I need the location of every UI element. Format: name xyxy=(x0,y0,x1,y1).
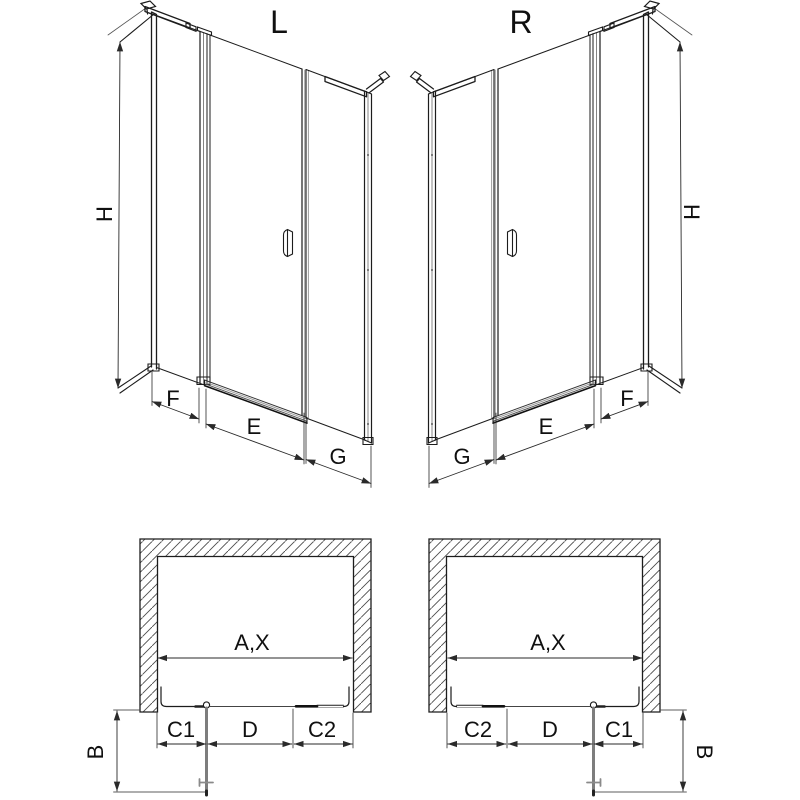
dim-c2-label-left: C2 xyxy=(307,717,337,742)
plan-view-left xyxy=(114,539,372,795)
plan-right-wall-shape xyxy=(429,539,660,712)
plan-view-right xyxy=(429,539,687,795)
dim-e-label-left: E xyxy=(246,414,262,439)
dim-h-label-right: H xyxy=(679,204,704,220)
dim-ax-label-right: A,X xyxy=(530,630,566,655)
dim-h-label-left: H xyxy=(92,206,117,222)
dim-g-label-right: G xyxy=(453,444,471,469)
dim-e-label-right: E xyxy=(538,414,554,439)
dim-g-label-left: G xyxy=(329,444,347,469)
dim-b-label-right: B xyxy=(692,744,717,760)
dim-c1-label-right: C1 xyxy=(604,717,634,742)
dim-c1-label-left: C1 xyxy=(166,717,196,742)
plan-left-wall-shape xyxy=(140,539,371,712)
dim-b-label-left: B xyxy=(83,744,108,760)
dim-d-label-right: D xyxy=(542,717,558,742)
dim-f-label-left: F xyxy=(166,386,180,411)
dim-d-label-left: D xyxy=(242,717,258,742)
dim-f-label-right: F xyxy=(620,386,634,411)
variant-right-title: R xyxy=(509,4,533,40)
dim-ax-label-left: A,X xyxy=(234,630,270,655)
dim-c2-label-right: C2 xyxy=(463,717,493,742)
variant-left-title: L xyxy=(270,4,288,40)
labels-layer xyxy=(83,4,717,759)
